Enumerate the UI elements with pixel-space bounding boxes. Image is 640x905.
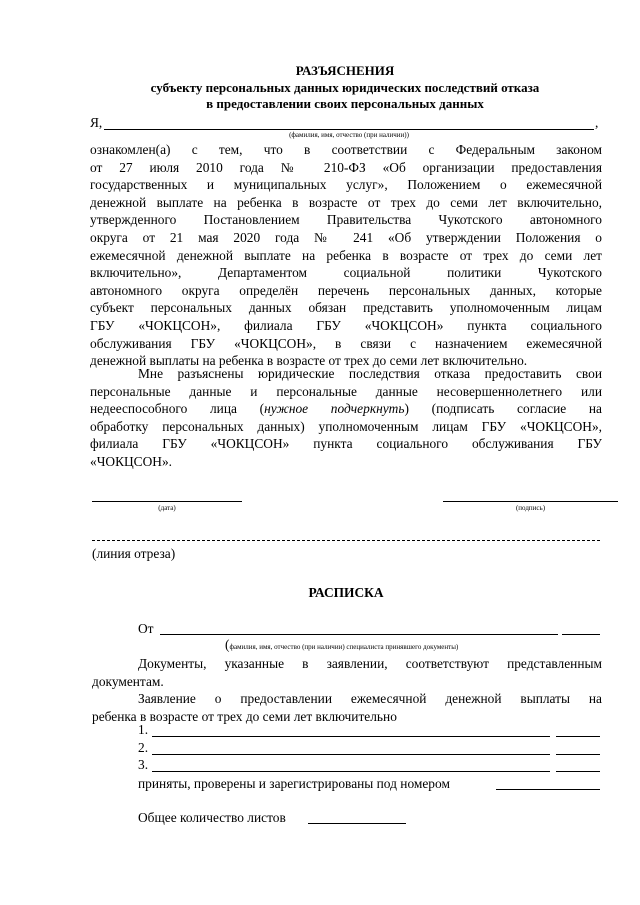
item-3-line[interactable] [152,771,550,772]
paragraph-line: Заявление о предоставлении ежемесячной денежной выплаты на [138,691,602,706]
specialist-name-line-extra[interactable] [562,634,600,635]
signature-caption: (подпись) [515,504,546,512]
paragraph-line [90,400,602,418]
paragraph-line: от 27 июля 2010 года № 210-ФЗ «Об организации предоставления [90,159,602,175]
date-caption: (дата) [158,504,176,512]
document-subtitle-line1: субъекту персональных данных юридических последствий отказа [150,80,540,95]
text-fragment: недееспособного лица ( [90,401,265,417]
paragraph-line-last: денежной выплаты на ребенка в возрасте от трех до семи лет включительно. [90,353,528,369]
document-title: РАЗЪЯСНЕНИЯ [295,63,395,78]
paragraph-line: денежной выплате на ребенка в возрасте от трех до семи лет включительно, [90,194,602,210]
paragraph-line: округа от 21 мая 2020 года № 241 «Об утверждении Положения о [90,229,602,245]
paragraph-line: персональные данные и персональные данные несовершеннолетнего или [90,383,602,399]
total-sheets-line[interactable] [308,823,406,824]
paragraph-line: государственных и муниципальных услуг», Положением о ежемесячной [90,177,602,193]
document-subtitle-line2: в предоставлении своих персональных данных [206,96,484,111]
signature-field-line[interactable] [443,501,618,502]
cut-line [92,540,600,541]
paragraph-line: Мне разъяснены юридические последствия отказа предоставить свои [138,366,602,381]
item-2-line[interactable] [152,754,550,755]
fullname-field-line[interactable] [104,129,594,130]
date-field-line[interactable] [92,501,242,502]
item-1-extra-line[interactable] [556,736,600,737]
receipt-application-paragraph [92,690,602,725]
item-3-extra-line[interactable] [556,771,600,772]
paragraph-consequences [90,365,602,471]
paragraph-line-last: документам. [92,673,164,689]
paragraph-line: включительно», Департаментом социальной политики Чукотского [90,265,602,281]
total-sheets-text: Общее количество листов [138,810,286,825]
item-number: 3. [138,757,149,772]
receipt-title: РАСПИСКА [308,585,384,600]
registration-number-line[interactable] [496,789,600,790]
paragraph-consent-intro [90,141,602,370]
paragraph-line: обслуживания ГБУ «ЧОКЦСОН», в связи с назначением ежемесячной [90,335,602,351]
specialist-name-line[interactable] [160,634,558,635]
paragraph-line: ознакомлен(а) с тем, что в соответствии с Федеральным законом [90,142,602,157]
intro-prefix: Я, [90,115,103,130]
emphasis-underline-hint: нужное подчеркнуть [264,401,405,417]
cut-line-label: (линия отреза) [92,546,176,561]
receipt-docs-paragraph [92,655,602,690]
item-1-line[interactable] [152,736,550,737]
fullname-caption: (фамилия, имя, отчество (при наличии)) [289,131,409,139]
intro-suffix: , [595,115,599,130]
specialist-caption [225,636,458,654]
text-fragment: ) (подписать согласие на [404,401,602,417]
item-number: 1. [138,722,149,737]
paragraph-line: автономного округа определён перечень персональных данных, которые [90,282,602,298]
item-2-extra-line[interactable] [556,754,600,755]
paragraph-line: обработку персональных данных) уполномоченным лицам ГБУ «ЧОКЦСОН», [90,418,602,434]
paragraph-line: филиала ГБУ «ЧОКЦСОН» пункта социального обслуживания ГБУ [90,436,602,452]
receipt-from-label: От [138,621,154,636]
caption-text: фамилия, имя, отчество (при наличии) специалиста принявшего документы) [229,643,459,651]
paragraph-line: утвержденного Постановлением Правительства Чукотского автономного [90,212,602,228]
item-number: 2. [138,740,149,755]
caption-paren: ( [225,637,230,652]
paragraph-line: субъект персональных данных обязан представить уполномоченным лицам [90,300,602,316]
paragraph-line: Документы, указанные в заявлении, соответствуют представленным [138,656,602,671]
accepted-text: приняты, проверены и зарегистрированы под номером [138,776,450,791]
paragraph-line-last: ребенка в возрасте от трех до семи лет включительно [92,708,397,724]
paragraph-line: ежемесячной денежной выплате на ребенка в возрасте от трех до семи лет [90,247,602,263]
paragraph-line-last: «ЧОКЦСОН». [90,453,172,469]
paragraph-line: ГБУ «ЧОКЦСОН», филиала ГБУ «ЧОКЦСОН» пункта социального [90,317,602,333]
